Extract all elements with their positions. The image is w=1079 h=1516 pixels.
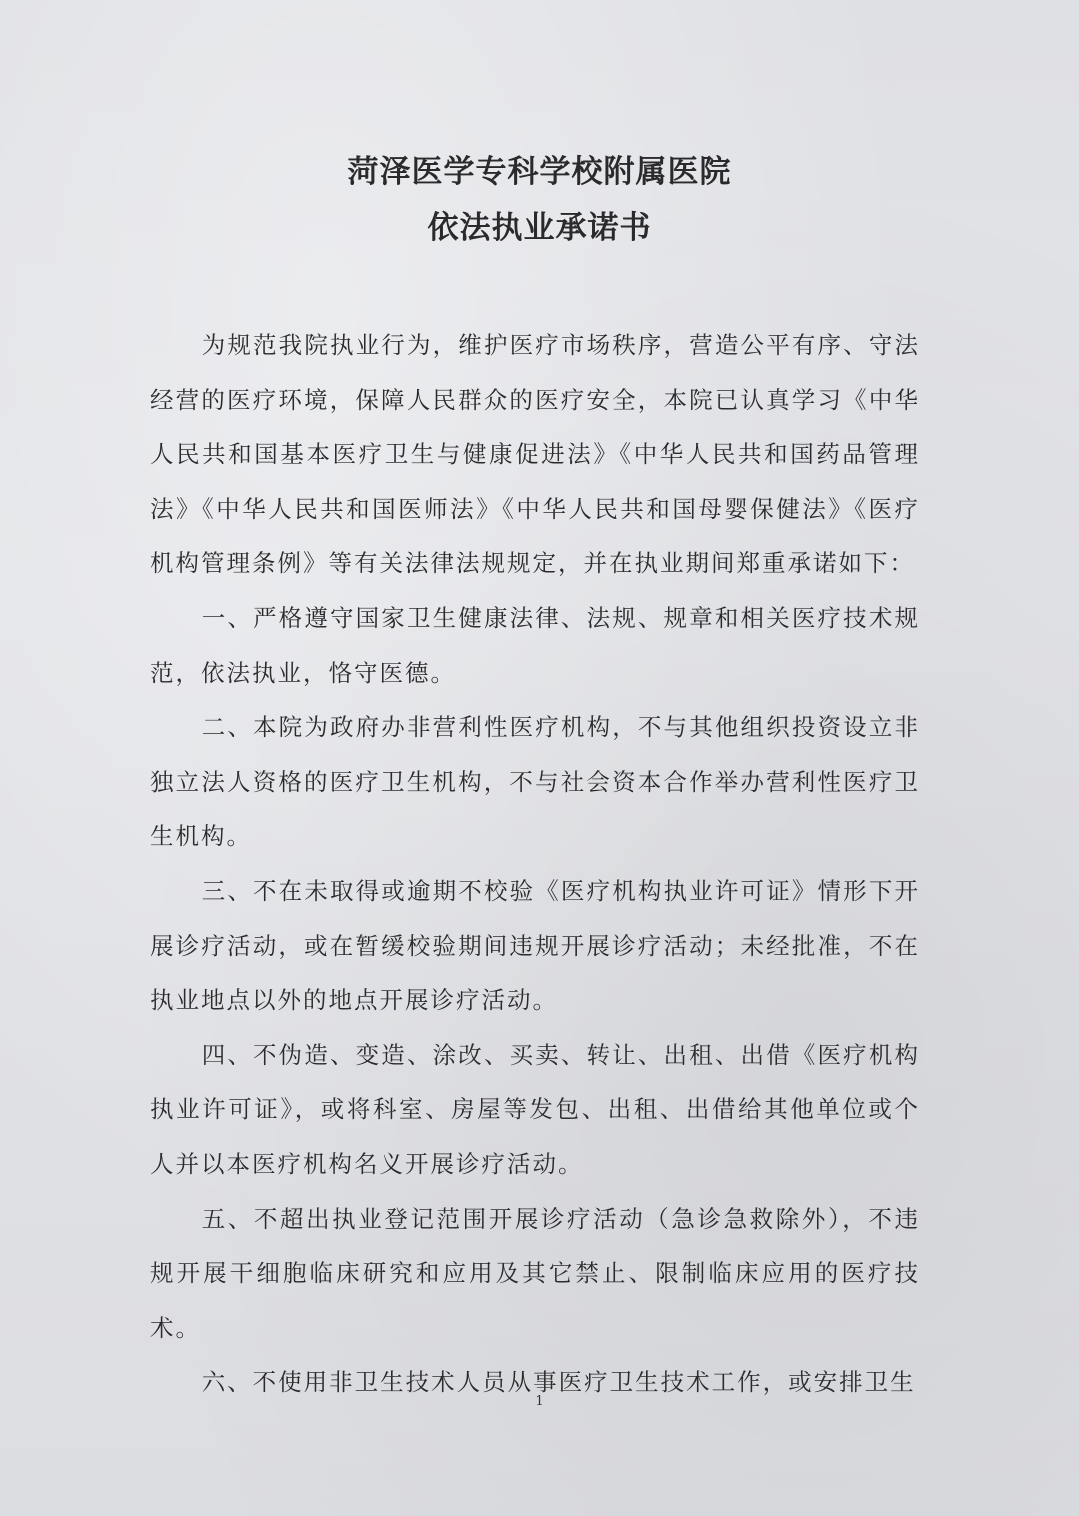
paragraph-item-4: 四、不伪造、变造、涂改、买卖、转让、出租、出借《医疗机构执业许可证》，或将科室、房屋等发包、出租、出借给其他单位或个人并以本医疗机构名义开展诊疗活动。 <box>150 1040 920 1178</box>
paragraph-item-5: 五、不超出执业登记范围开展诊疗活动（急诊急救除外），不违规开展干细胞临床研究和应用及其它禁止、限制临床应用的医疗技术。 <box>150 1204 920 1342</box>
paragraph-item-1: 一、严格遵守国家卫生健康法律、法规、规章和相关医疗技术规范，依法执业，恪守医德。 <box>150 603 920 687</box>
paragraph-item-6: 六、不使用非卫生技术人员从事医疗卫生技术工作，或安排卫生 <box>201 1368 916 1397</box>
page-number: 1 <box>535 1394 544 1409</box>
document-body <box>150 318 920 1410</box>
paragraph-intro: 为规范我院执业行为，维护医疗市场秩序，营造公平有序、守法经营的医疗环境，保障人民群众的医疗安全，本院已认真学习《中华人民共和国基本医疗卫生与健康促进法》《中华人民共和国药品管理法》《中华人民共和国医师法》《中华人民共和国母婴保健法》《医疗机构管理条例》等有关法律法规规定，并在执业期间郑重承诺如下： <box>150 331 920 578</box>
paragraph-item-2: 二、本院为政府办非营利性医疗机构，不与其他组织投资设立非独立法人资格的医疗卫生机构，不与社会资本合作举办营利性医疗卫生机构。 <box>150 713 920 851</box>
document-title: 菏泽医学专科学校附属医院 <box>347 154 732 190</box>
paragraph-item-3: 三、不在未取得或逾期不校验《医疗机构执业许可证》情形下开展诊疗活动，或在暂缓校验期间违规开展诊疗活动；未经批准，不在执业地点以外的地点开展诊疗活动。 <box>150 876 920 1015</box>
document-subtitle: 依法执业承诺书 <box>427 210 652 246</box>
